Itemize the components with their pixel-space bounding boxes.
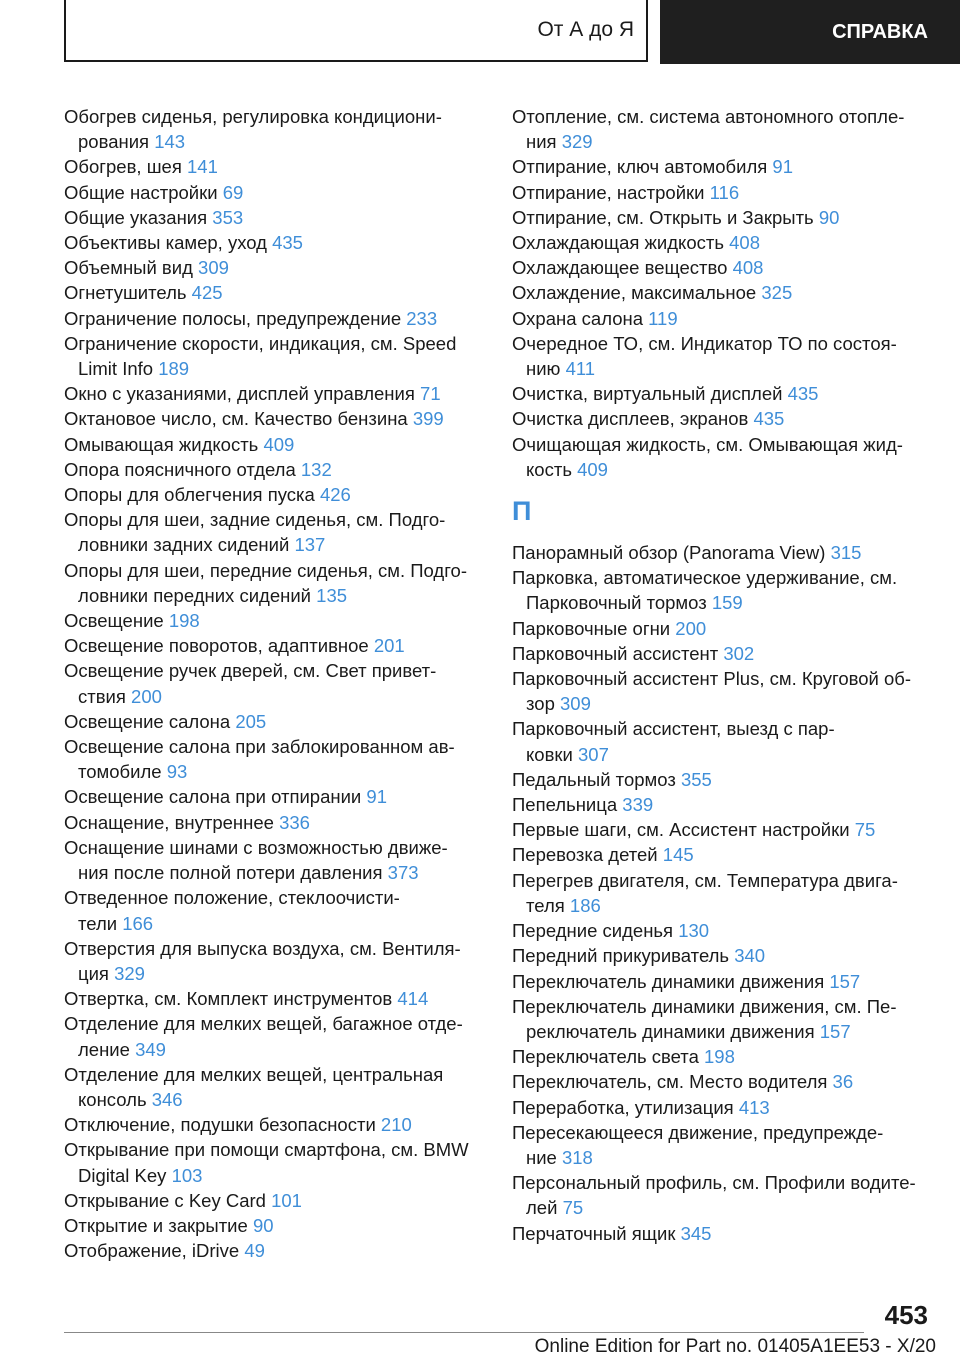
index-page-link[interactable]: 49 [244, 1240, 265, 1262]
index-page-link[interactable]: 336 [279, 811, 310, 833]
index-page-link[interactable]: 329 [561, 131, 593, 153]
index-page-link[interactable]: 91 [772, 156, 793, 178]
index-entry-text: рования [78, 131, 150, 153]
index-entry-text: Парковочный ассистент Plus, см. Круговой об- [512, 668, 912, 690]
index-page-link[interactable]: 345 [680, 1222, 712, 1244]
chapter-tab [660, 0, 960, 64]
index-entry-text: Передний прикуриватель [512, 945, 730, 967]
index-entry-text: Отпирание, ключ автомобиля [512, 156, 768, 178]
index-entry-text: Опоры для шеи, задние сиденья, см. Подго- [64, 509, 446, 531]
index-entry [512, 331, 932, 381]
index-entry-text: Переключатель динамики движения [512, 970, 825, 992]
index-entry-text: Опоры для шеи, передние сиденья, см. Подго- [64, 559, 467, 581]
section-letter: П [512, 496, 532, 527]
section-title: От А до Я [537, 18, 634, 41]
index-page-link[interactable]: 409 [577, 458, 608, 480]
index-page-link[interactable]: 399 [412, 408, 444, 430]
index-entry-text: ния [526, 131, 557, 153]
index-page-link[interactable]: 414 [397, 988, 429, 1010]
index-entry-text: Оснащение шинами с возможностью движе- [64, 836, 448, 858]
index-entry [512, 432, 932, 482]
index-entry-text: Отделение для мелких вещей, багажное отде- [64, 1013, 463, 1035]
index-entry-text: Передние сиденья [512, 920, 674, 942]
page-header [64, 0, 960, 64]
index-entry-text: Освещение ручек дверей, см. Свет привет- [64, 660, 437, 682]
index-entry-text: Освещение [64, 610, 164, 632]
index-entry [64, 507, 484, 557]
index-entry [512, 230, 932, 255]
index-entry-text: Переработка, утилизация [512, 1096, 734, 1118]
index-entry [64, 835, 484, 885]
index-entry [512, 1095, 932, 1120]
index-page-link[interactable]: 93 [166, 761, 188, 783]
index-entry [512, 180, 932, 205]
index-entry [512, 641, 932, 666]
index-entry [64, 608, 484, 633]
index-entry [64, 104, 484, 154]
index-page-link[interactable]: 145 [662, 844, 694, 866]
index-page-link[interactable]: 435 [787, 383, 819, 405]
index-entry-text: Панорамный обзор (Panorama View) [512, 542, 826, 564]
index-entry [512, 943, 932, 968]
index-entry-text: Перевозка детей [512, 844, 658, 866]
index-entry-text: Парковочный тормоз [526, 592, 707, 614]
index-entry [512, 842, 932, 867]
index-page-link[interactable]: 157 [819, 1020, 851, 1042]
index-entry [64, 255, 484, 280]
index-entry-text: ловники передних сидений [78, 584, 312, 606]
index-page-link[interactable]: 189 [158, 358, 190, 380]
index-entry-text: Октановое число, см. Качество бензина [64, 408, 408, 430]
index-entry-text: тели [78, 912, 118, 934]
index-page-link[interactable]: 353 [212, 206, 244, 228]
index-entry-text: теля [526, 894, 565, 916]
index-page-link[interactable]: 157 [829, 970, 861, 992]
index-page-link[interactable]: 75 [562, 1197, 584, 1219]
index-entry [64, 1213, 484, 1238]
index-entry-text: Переключатель света [512, 1046, 699, 1068]
index-entry [64, 1188, 484, 1213]
index-entry [64, 230, 484, 255]
index-entry [64, 306, 484, 331]
index-page-link[interactable]: 101 [271, 1189, 302, 1211]
index-entry-text: нию [526, 358, 561, 380]
index-page-link[interactable]: 413 [738, 1096, 770, 1118]
index-entry-text: Очищающая жидкость, см. Омывающая жид- [512, 433, 903, 455]
index-entry-text: Очистка дисплеев, экранов [512, 408, 749, 430]
index-page-link[interactable]: 309 [198, 257, 229, 279]
index-entry [512, 280, 932, 305]
index-entry [512, 1069, 932, 1094]
index-entry [64, 784, 484, 809]
index-page-link[interactable]: 137 [294, 534, 326, 556]
index-entry-text: лей [526, 1197, 558, 1219]
index-entry [64, 154, 484, 179]
index-entry-text: Пересекающееся движение, предупрежде- [512, 1121, 884, 1143]
index-entry-text: ствия [78, 685, 126, 707]
index-page-link[interactable]: 198 [704, 1046, 735, 1068]
index-entry-text: Перчаточный ящик [512, 1222, 676, 1244]
index-entry [512, 716, 932, 766]
index-page-link[interactable]: 91 [366, 786, 387, 808]
index-entry-text: Открывание с Key Card [64, 1189, 266, 1211]
index-entry [64, 331, 484, 381]
index-entry [512, 306, 932, 331]
index-page-link[interactable]: 166 [122, 912, 154, 934]
index-page-link[interactable]: 318 [561, 1146, 593, 1168]
index-entry [512, 666, 932, 716]
index-page-link[interactable]: 90 [252, 1214, 274, 1236]
index-page-link[interactable]: 409 [263, 433, 295, 455]
index-page-link[interactable]: 116 [709, 181, 740, 203]
index-page-link[interactable]: 435 [753, 408, 785, 430]
index-entry-text: Обогрев, шея [64, 156, 182, 178]
index-page-link[interactable]: 198 [168, 610, 200, 632]
index-page-link[interactable]: 340 [734, 945, 766, 967]
index-entry-text: ловники задних сидений [78, 534, 290, 556]
index-entry [512, 565, 932, 615]
index-entry [512, 406, 932, 431]
index-page-link[interactable]: 329 [114, 962, 145, 984]
index-entry [512, 1044, 932, 1069]
index-page-link[interactable]: 349 [135, 1038, 166, 1060]
index-entry [64, 936, 484, 986]
index-entry [64, 406, 484, 431]
index-page-link[interactable]: 103 [171, 1164, 203, 1186]
index-entry-text: Персональный профиль, см. Профили водите- [512, 1172, 916, 1194]
index-entry-text: Ограничение полосы, предупреждение [64, 307, 402, 329]
index-entry [512, 1170, 932, 1220]
index-group-p [512, 540, 932, 1246]
index-entry-text: Охлаждение, максимальное [512, 282, 757, 304]
index-page-link[interactable]: 355 [680, 768, 712, 790]
index-entry [64, 205, 484, 230]
index-entry-text: кость [526, 458, 572, 480]
index-entry-text: Перегрев двигателя, см. Температура двига- [512, 869, 898, 891]
index-page-link[interactable]: 309 [560, 693, 591, 715]
index-page-link[interactable]: 233 [406, 307, 438, 329]
index-entry [64, 558, 484, 608]
index-entry-text: Очередное ТО, см. Индикатор ТО по состоя- [512, 332, 897, 354]
index-page-link[interactable]: 186 [569, 894, 601, 916]
index-page-link[interactable]: 339 [622, 794, 654, 816]
index-entry-text: Отпирание, настройки [512, 181, 705, 203]
index-entry [512, 817, 932, 842]
index-entry-text: зор [526, 693, 555, 715]
index-entry [64, 810, 484, 835]
index-page-link[interactable]: 425 [191, 282, 223, 304]
index-page-link[interactable]: 210 [380, 1114, 412, 1136]
index-page-link[interactable]: 435 [272, 232, 303, 254]
index-entry-text: Digital Key [78, 1164, 167, 1186]
index-entry-text: Отопление, см. система автономного отопле- [512, 106, 905, 127]
index-entry-text: Открытие и закрытие [64, 1214, 248, 1236]
index-page-link[interactable]: 36 [832, 1071, 854, 1093]
index-entry [64, 180, 484, 205]
index-entry-text: ния после полной потери давления [78, 862, 383, 884]
index-entry-text: Освещение поворотов, адаптивное [64, 635, 369, 657]
index-entry-text: Отображение, iDrive [64, 1240, 240, 1262]
page-number: 453 [884, 1300, 928, 1330]
index-entry-text: томобиле [78, 761, 162, 783]
index-entry-text: Отделение для мелких вещей, центральная [64, 1063, 444, 1085]
section-tab [64, 0, 648, 62]
index-entry-text: Отведенное положение, стеклоочисти- [64, 887, 400, 909]
index-entry-text: Обогрев сиденья, регулировка кондициони- [64, 106, 442, 127]
index-page-link[interactable]: 201 [373, 635, 405, 657]
index-page-link[interactable]: 200 [131, 685, 162, 707]
index-entry-text: Отвертка, см. Комплект инструментов [64, 988, 393, 1010]
index-entry-text: Объективы камер, уход [64, 232, 267, 254]
index-page-link[interactable]: 205 [235, 710, 267, 732]
index-entry-text: Первые шаги, см. Ассистент настройки [512, 819, 850, 841]
index-entry [64, 709, 484, 734]
index-entry [512, 616, 932, 641]
index-entry-text: Limit Info [78, 358, 154, 380]
index-entry [64, 482, 484, 507]
index-page-link[interactable]: 143 [154, 131, 186, 153]
index-entry-text: Педальный тормоз [512, 768, 676, 790]
index-entry [512, 205, 932, 230]
index-entry-text: Охлаждающее вещество [512, 257, 728, 279]
index-entry [64, 986, 484, 1011]
index-entry [512, 255, 932, 280]
index-entry [64, 457, 484, 482]
index-entry [512, 1221, 932, 1246]
index-entry [512, 767, 932, 792]
index-entry [512, 104, 932, 154]
index-page-link[interactable]: 141 [187, 156, 218, 178]
index-entry [64, 1062, 484, 1112]
index-entry-text: Открывание при помощи смартфона, см. BMW [64, 1139, 469, 1161]
index-entry-text: Парковочный ассистент, выезд с пар- [512, 718, 835, 740]
index-entry-text: Переключатель, см. Место водителя [512, 1071, 828, 1093]
index-entry-text: Охрана салона [512, 307, 643, 329]
index-entry-text: Освещение салона при отпирании [64, 786, 362, 808]
index-entry-text: Отпирание, см. Открыть и Закрыть [512, 206, 814, 228]
index-entry-text: Опора поясничного отдела [64, 458, 296, 480]
index-entry [512, 154, 932, 179]
index-page-link[interactable]: 408 [732, 257, 764, 279]
index-page-link[interactable]: 130 [678, 920, 710, 942]
index-entry [512, 1120, 932, 1170]
index-entry-text: консоль [78, 1088, 147, 1110]
index-entry-text: Освещение салона [64, 710, 231, 732]
index-entry [64, 1011, 484, 1061]
index-entry [64, 1238, 484, 1263]
index-page-link[interactable]: 75 [854, 819, 876, 841]
index-entry-text: ление [78, 1038, 130, 1060]
index-page-link[interactable]: 408 [729, 232, 760, 254]
index-page-link[interactable]: 132 [300, 458, 332, 480]
index-entry-text: Опоры для облегчения пуска [64, 484, 315, 506]
index-entry [512, 540, 932, 565]
index-entry-text: ция [78, 962, 109, 984]
index-entry-text: Охлаждающая жидкость [512, 232, 724, 254]
index-page-link[interactable]: 307 [578, 743, 609, 765]
index-entry [64, 1112, 484, 1137]
index-entry-text: Окно с указаниями, дисплей управления [64, 383, 415, 405]
index-page-link[interactable]: 325 [761, 282, 793, 304]
index-entry [512, 994, 932, 1044]
index-page-link[interactable]: 159 [711, 592, 743, 614]
index-entry [512, 969, 932, 994]
index-entry [64, 432, 484, 457]
index-page-link[interactable]: 346 [151, 1088, 183, 1110]
index-entry-text: Общие указания [64, 206, 208, 228]
index-entry-text: Огнетушитель [64, 282, 187, 304]
index-entry [64, 381, 484, 406]
index-entry-text: ковки [526, 743, 573, 765]
index-entry [512, 792, 932, 817]
index-entry [64, 734, 484, 784]
chapter-title: СПРАВКА [832, 20, 928, 43]
index-page-link[interactable]: 411 [565, 358, 596, 380]
footer-edition: Online Edition for Part no. 01405A1EE53 - X/20 [534, 1336, 936, 1357]
index-entry-text: Оснащение, внутреннее [64, 811, 274, 833]
index-page-link[interactable]: 302 [723, 642, 755, 664]
index-entry-text: Ограничение скорости, индикация, см. Speed [64, 332, 457, 354]
index-group-o [512, 104, 932, 482]
index-entry [512, 381, 932, 406]
index-entry-text: Парковка, автоматическое удерживание, см. [512, 567, 898, 589]
index-page-link[interactable]: 200 [675, 617, 707, 639]
index-entry-text: Парковочные огни [512, 617, 671, 639]
index-page-link[interactable]: 119 [648, 307, 678, 329]
index-entry [512, 918, 932, 943]
index-entry-text: Очистка, виртуальный дисплей [512, 383, 783, 405]
index-entry-text: Омывающая жидкость [64, 433, 259, 455]
index-entry [64, 658, 484, 708]
index-entry-text: Отверстия для выпуска воздуха, см. Вентиля- [64, 937, 461, 959]
index-page-link[interactable]: 373 [387, 862, 419, 884]
index-entry-text: Пепельница [512, 794, 618, 816]
index-entry [64, 280, 484, 305]
index-page-link[interactable]: 69 [222, 181, 244, 203]
index-entry-text: Отключение, подушки безопасности [64, 1114, 376, 1136]
index-column-left [64, 104, 484, 1263]
index-entry [64, 633, 484, 658]
index-page-link[interactable]: 90 [818, 206, 840, 228]
index-column-right [512, 104, 932, 1246]
index-entry-text: Парковочный ассистент [512, 642, 719, 664]
index-entry-text: ние [526, 1146, 557, 1168]
index-entry-text: Объемный вид [64, 257, 193, 279]
index-entry [64, 1137, 484, 1187]
index-entry-text: Переключатель динамики движения, см. Пе- [512, 995, 897, 1017]
index-entry [64, 885, 484, 935]
index-entry-text: Общие настройки [64, 181, 218, 203]
index-entry-text: реключатель динамики движения [526, 1020, 815, 1042]
index-entry [512, 868, 932, 918]
index-page-link[interactable]: 71 [420, 383, 441, 405]
index-page-link[interactable]: 426 [319, 484, 351, 506]
footer-divider [64, 1332, 864, 1333]
index-page-link[interactable]: 135 [316, 584, 348, 606]
index-entry-text: Освещение салона при заблокированном ав- [64, 736, 455, 758]
index-page-link[interactable]: 315 [830, 542, 862, 564]
